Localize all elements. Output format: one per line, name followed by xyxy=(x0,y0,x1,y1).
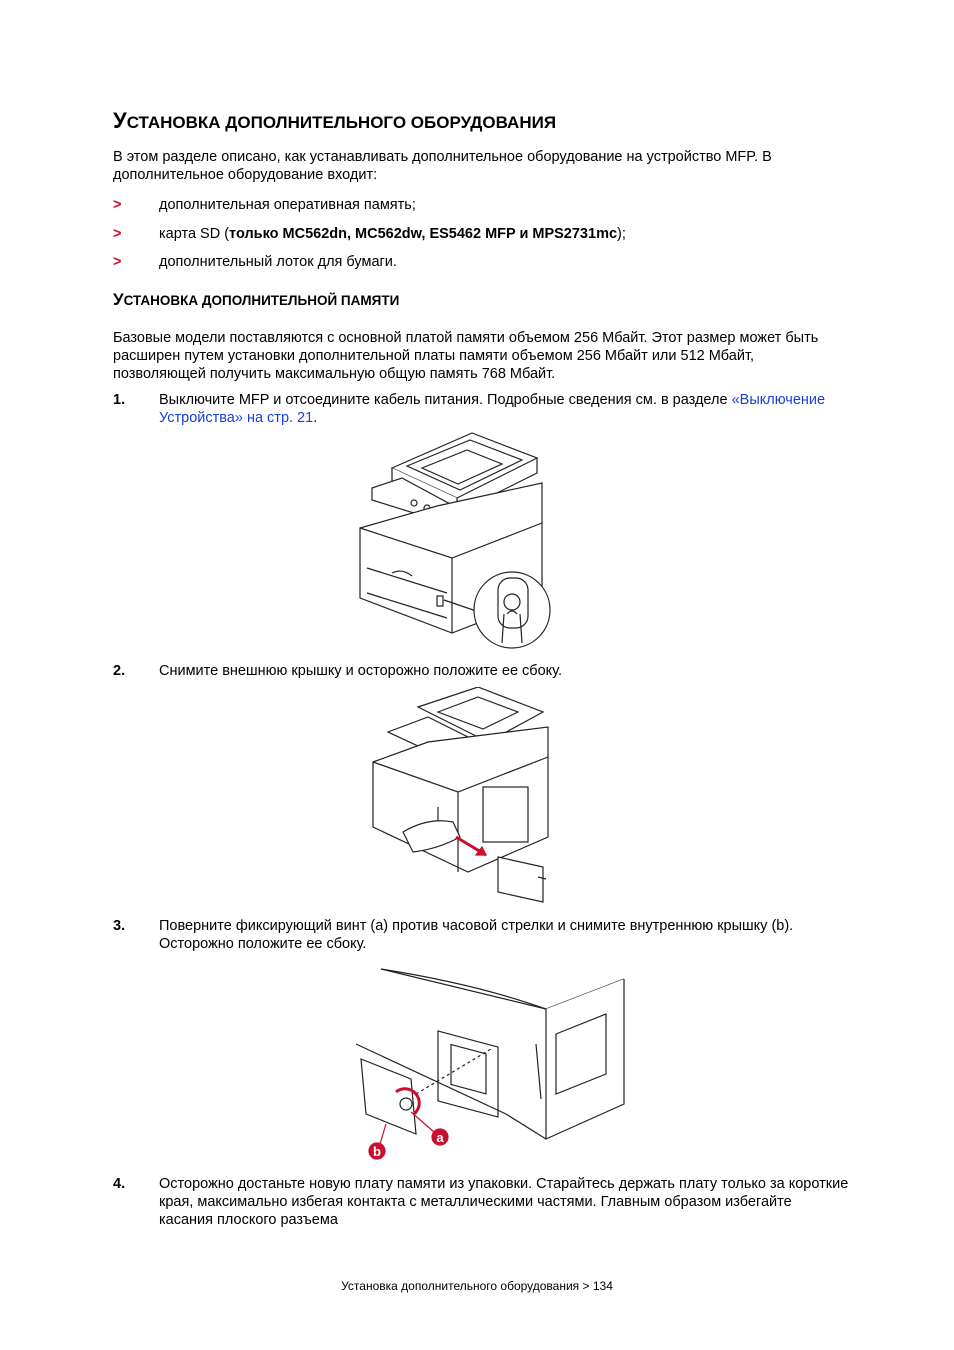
bullet-text-post: ); xyxy=(617,226,626,242)
bullet-marker: > xyxy=(113,226,122,242)
section-heading xyxy=(113,290,399,310)
section-rest: СТАНОВКА ДОПОЛНИТЕЛЬНОЙ ПАМЯТИ xyxy=(123,293,400,308)
step-text: Поверните фиксирующий винт (a) против часовой стрелки и снимите внутреннюю крышку (b). Осторожно положите ее сбоку. xyxy=(159,918,794,952)
section-initial: У xyxy=(113,290,124,309)
figure-remove-outer-cover xyxy=(368,687,553,907)
step-1-text: Выключите MFP и отсоедините кабель питания. Подробные сведения см. в разделе xyxy=(159,392,732,408)
label-a: a xyxy=(436,1130,444,1145)
title-initial: У xyxy=(113,108,127,133)
section-text: Базовые модели поставляются с основной платой памяти объемом 256 Мбайт. Этот размер может быть расширен путем установки дополнительной платы памяти объемом 256 Мбайт или 512 Мбайт, позволяющей получить максимальную общую память 768 Мбайт. xyxy=(113,330,819,382)
page-footer: Установка дополнительного оборудования > 134 xyxy=(341,1279,613,1293)
step-number: 4. xyxy=(113,1176,126,1192)
figure-inner-cover xyxy=(356,964,628,1164)
bullet-text-pre: карта SD ( xyxy=(159,226,230,242)
bullet-text: дополнительная оперативная память; xyxy=(159,197,416,213)
step-1-end: . xyxy=(313,410,318,426)
intro-text: В этом разделе описано, как устанавливать дополнительное оборудование на устройство MFP. В дополнительное оборудование входит: xyxy=(113,149,772,183)
bullet-text xyxy=(159,225,626,243)
step-2 xyxy=(113,662,873,682)
title-rest: СТАНОВКА ДОПОЛНИТЕЛЬНОГО ОБОРУДОВАНИЯ xyxy=(126,113,557,132)
step-4 xyxy=(113,1175,873,1235)
label-b: b xyxy=(373,1144,381,1159)
step-number: 1. xyxy=(113,392,126,408)
step-3 xyxy=(113,917,873,957)
bullet-marker: > xyxy=(113,254,122,270)
step-number: 2. xyxy=(113,663,126,679)
step-text: Осторожно достаньте новую плату памяти из упаковки. Старайтесь держать плату только за короткие края, максимально избегая контакта с металлическими частями. Главным образом избегайте касания плоского разъема xyxy=(159,1176,849,1228)
figure-power-off xyxy=(352,428,557,653)
step-text xyxy=(159,391,849,427)
link-power-off[interactable]: «Выключение Устройства» на стр. 21 xyxy=(159,392,826,426)
bullet-marker: > xyxy=(113,197,122,213)
bullet-text: дополнительный лоток для бумаги. xyxy=(159,254,397,270)
step-number: 3. xyxy=(113,918,126,934)
page-title xyxy=(113,108,556,134)
step-1 xyxy=(113,391,873,431)
step-text: Снимите внешнюю крышку и осторожно положите ее сбоку. xyxy=(159,663,563,679)
bullet-text-bold: только MC562dn, MC562dw, ES5462 MFP и MPS2731mc xyxy=(229,226,618,242)
